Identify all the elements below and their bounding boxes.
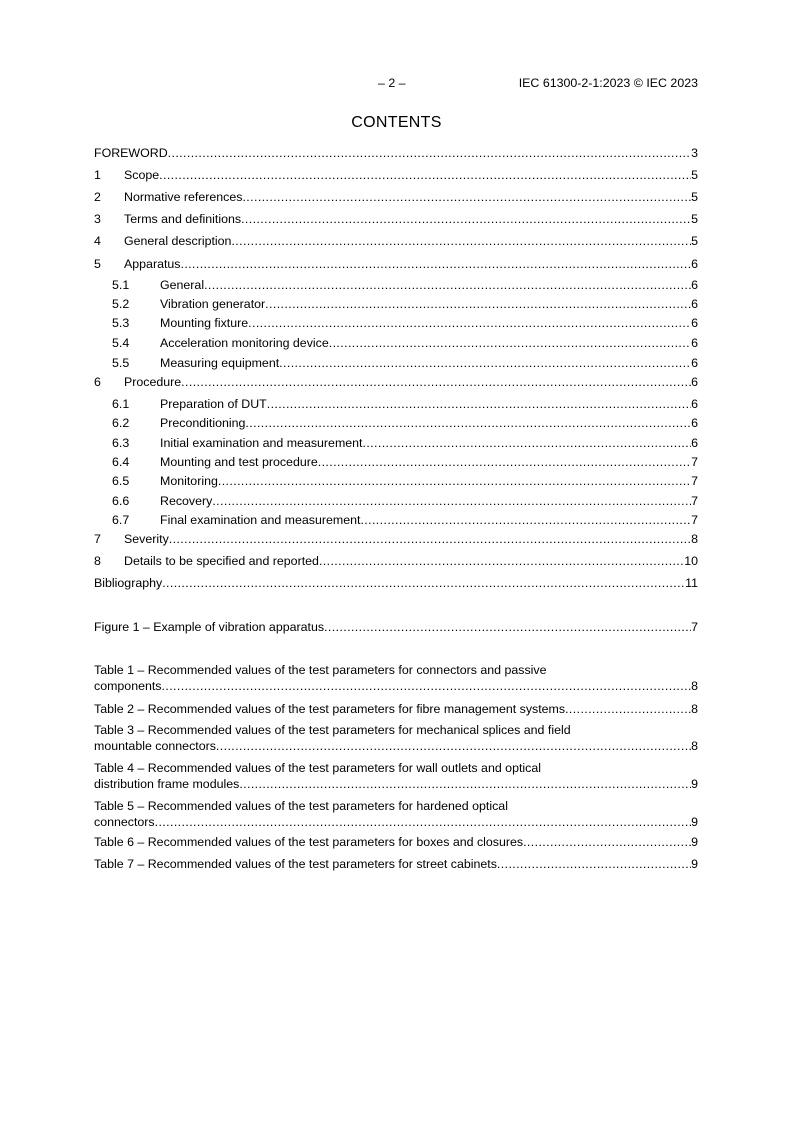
dot-leader	[360, 512, 691, 528]
dot-leader	[231, 233, 691, 249]
table-entry[interactable]	[94, 701, 698, 717]
toc-entry-label: Details to be specified and reported	[124, 554, 319, 568]
toc-entry-page: 5	[691, 190, 698, 204]
toc-entry-number: 4	[94, 234, 101, 248]
toc-entry-label: FOREWORD	[94, 146, 168, 160]
toc-entry[interactable]	[94, 575, 698, 591]
toc-entry-label: Table 2 – Recommended values of the test parameters for fibre management systems	[94, 702, 566, 716]
toc-entry[interactable]	[94, 531, 698, 547]
toc-entry-number: 6.7	[112, 513, 130, 527]
toc-entry-page: 9	[691, 777, 698, 791]
toc-entry-label: Normative references	[124, 190, 243, 204]
toc-entry[interactable]	[94, 355, 698, 371]
dot-leader	[565, 701, 691, 717]
toc-entry-page: 3	[691, 146, 698, 160]
toc-entry[interactable]	[94, 256, 698, 272]
dot-leader	[204, 277, 691, 293]
toc-entry-page: 6	[691, 436, 698, 450]
table-entry[interactable]	[94, 814, 698, 830]
toc-entry-number: 6.4	[112, 455, 130, 469]
toc-entry-page: 6	[691, 397, 698, 411]
dot-leader	[212, 493, 691, 509]
toc-entry-label: Final examination and measurement	[160, 513, 361, 527]
dot-leader	[265, 296, 691, 312]
dot-leader	[168, 145, 691, 161]
toc-entry-page: 7	[691, 513, 698, 527]
dot-leader	[329, 335, 691, 351]
page-header	[94, 76, 698, 92]
toc-entry-label: General	[160, 278, 205, 292]
dot-leader	[242, 189, 691, 205]
toc-entry[interactable]	[94, 454, 698, 470]
toc-entry-number: 5.5	[112, 356, 130, 370]
dot-leader	[162, 575, 685, 591]
toc-entry[interactable]	[94, 145, 698, 161]
table-entry[interactable]	[94, 738, 698, 754]
toc-entry-label: Measuring equipment	[160, 356, 280, 370]
toc-entry-page: 8	[691, 739, 698, 753]
dot-leader	[267, 396, 691, 412]
toc-entry-page: 6	[691, 257, 698, 271]
toc-entry[interactable]	[94, 233, 698, 249]
table-entry-line[interactable]: Table 3 – Recommended values of the test parameters for mechanical splices and field	[94, 723, 571, 737]
toc-entry-number: 5.4	[112, 336, 130, 350]
dot-leader	[248, 315, 691, 331]
toc-entry[interactable]	[94, 415, 698, 431]
toc-entry-page: 7	[691, 474, 698, 488]
dot-leader	[216, 738, 691, 754]
toc-entry[interactable]	[94, 189, 698, 205]
toc-entry[interactable]	[94, 211, 698, 227]
table-entry[interactable]	[94, 856, 698, 872]
toc-entry-label: Scope	[124, 168, 160, 182]
table-entry-line[interactable]: Table 5 – Recommended values of the test parameters for hardened optical	[94, 799, 508, 813]
toc-entry-label: Monitoring	[160, 474, 218, 488]
toc-entry-label: Recovery	[160, 494, 213, 508]
toc-entry-page: 5	[691, 234, 698, 248]
toc-entry-label: Table 6 – Recommended values of the test parameters for boxes and closures	[94, 835, 524, 849]
toc-entry[interactable]	[94, 335, 698, 351]
toc-entry-label: Preparation of DUT	[160, 397, 267, 411]
toc-entry-number: 6.5	[112, 474, 130, 488]
toc-entry-label: Mounting and test procedure	[160, 455, 318, 469]
toc-entry-label: Terms and definitions	[124, 212, 242, 226]
toc-entry-number: 1	[94, 168, 101, 182]
toc-entry-number: 6.6	[112, 494, 130, 508]
toc-entry-page: 6	[691, 278, 698, 292]
toc-entry[interactable]	[94, 315, 698, 331]
toc-entry[interactable]	[94, 473, 698, 489]
dot-leader	[324, 619, 691, 635]
toc-entry-label: distribution frame modules	[94, 777, 240, 791]
dot-leader	[169, 531, 691, 547]
toc-entry-page: 6	[691, 416, 698, 430]
dot-leader	[523, 834, 691, 850]
toc-entry-label: Initial examination and measurement	[160, 436, 363, 450]
dot-leader	[239, 776, 691, 792]
toc-entry[interactable]	[94, 374, 698, 390]
dot-leader	[181, 374, 691, 390]
toc-entry-number: 5	[94, 257, 101, 271]
toc-entry-page: 6	[691, 297, 698, 311]
dot-leader	[319, 553, 684, 569]
page-number: – 2 –	[378, 76, 406, 90]
toc-entry[interactable]	[94, 493, 698, 509]
toc-entry-number: 5.1	[112, 278, 130, 292]
toc-entry-page: 9	[691, 835, 698, 849]
toc-entry[interactable]	[94, 396, 698, 412]
toc-entry-label: Procedure	[124, 375, 182, 389]
document-id: IEC 61300-2-1:2023 © IEC 2023	[518, 76, 698, 90]
toc-entry-number: 6.2	[112, 416, 130, 430]
toc-entry-label: Acceleration monitoring device	[160, 336, 329, 350]
toc-entry-number: 5.3	[112, 316, 130, 330]
dot-leader	[363, 435, 692, 451]
table-entry[interactable]	[94, 678, 698, 694]
toc-entry-page: 8	[691, 532, 698, 546]
toc-entry-page: 5	[691, 168, 698, 182]
toc-entry[interactable]	[94, 553, 698, 569]
toc-entry-page: 8	[691, 702, 698, 716]
toc-entry-page: 7	[691, 455, 698, 469]
toc-entry-page: 7	[691, 494, 698, 508]
toc-entry[interactable]	[94, 435, 698, 451]
dot-leader	[497, 856, 691, 872]
table-entry[interactable]	[94, 834, 698, 850]
toc-entry-page: 5	[691, 212, 698, 226]
toc-entry-label: Figure 1 – Example of vibration apparatus	[94, 620, 325, 634]
table-entry[interactable]	[94, 776, 698, 792]
toc-entry-page: 9	[691, 815, 698, 829]
toc-entry-page: 9	[691, 857, 698, 871]
toc-entry-page: 6	[691, 336, 698, 350]
dot-leader	[155, 814, 691, 830]
toc-entry[interactable]	[94, 167, 698, 183]
toc-entry-number: 3	[94, 212, 101, 226]
toc-entry-label: Vibration generator	[160, 297, 266, 311]
toc-entry-label: Mounting fixture	[160, 316, 249, 330]
toc-entry-label: Apparatus	[124, 257, 181, 271]
toc-entry-label: Preconditioning	[160, 416, 246, 430]
toc-entry-page: 11	[685, 576, 698, 590]
table-entry-line[interactable]: Table 4 – Recommended values of the test parameters for wall outlets and optical	[94, 761, 541, 775]
toc-entry-number: 2	[94, 190, 101, 204]
toc-entry-page: 6	[691, 356, 698, 370]
toc-entry[interactable]	[94, 296, 698, 312]
dot-leader	[162, 678, 692, 694]
toc-entry-number: 6.1	[112, 397, 130, 411]
toc-entry-page: 6	[691, 375, 698, 389]
toc-entry-label: Bibliography	[94, 576, 163, 590]
toc-entry-label: connectors	[94, 815, 155, 829]
toc-entry-page: 8	[691, 679, 698, 693]
figure-entry[interactable]	[94, 619, 698, 635]
dot-leader	[245, 415, 691, 431]
toc-entry-page: 10	[684, 554, 698, 568]
dot-leader	[279, 355, 691, 371]
toc-entry-number: 5.2	[112, 297, 130, 311]
table-entry-line[interactable]: Table 1 – Recommended values of the test parameters for connectors and passive	[94, 663, 547, 677]
toc-entry-page: 7	[691, 620, 698, 634]
dot-leader	[218, 473, 691, 489]
toc-entry[interactable]	[94, 277, 698, 293]
page-title: CONTENTS	[351, 114, 442, 131]
toc-entry-label: Severity	[124, 532, 169, 546]
dot-leader	[318, 454, 691, 470]
toc-entry-label: Table 7 – Recommended values of the test parameters for street cabinets	[94, 857, 497, 871]
dot-leader	[241, 211, 691, 227]
toc-entry-number: 7	[94, 532, 101, 546]
toc-entry-page: 6	[691, 316, 698, 330]
toc-entry[interactable]	[94, 512, 698, 528]
dot-leader	[180, 256, 691, 272]
toc-entry-label: mountable connectors	[94, 739, 216, 753]
toc-entry-label: General description	[124, 234, 232, 248]
toc-entry-label: components	[94, 679, 162, 693]
toc-entry-number: 6	[94, 375, 101, 389]
toc-entry-number: 6.3	[112, 436, 130, 450]
toc-entry-number: 8	[94, 554, 101, 568]
dot-leader	[159, 167, 691, 183]
